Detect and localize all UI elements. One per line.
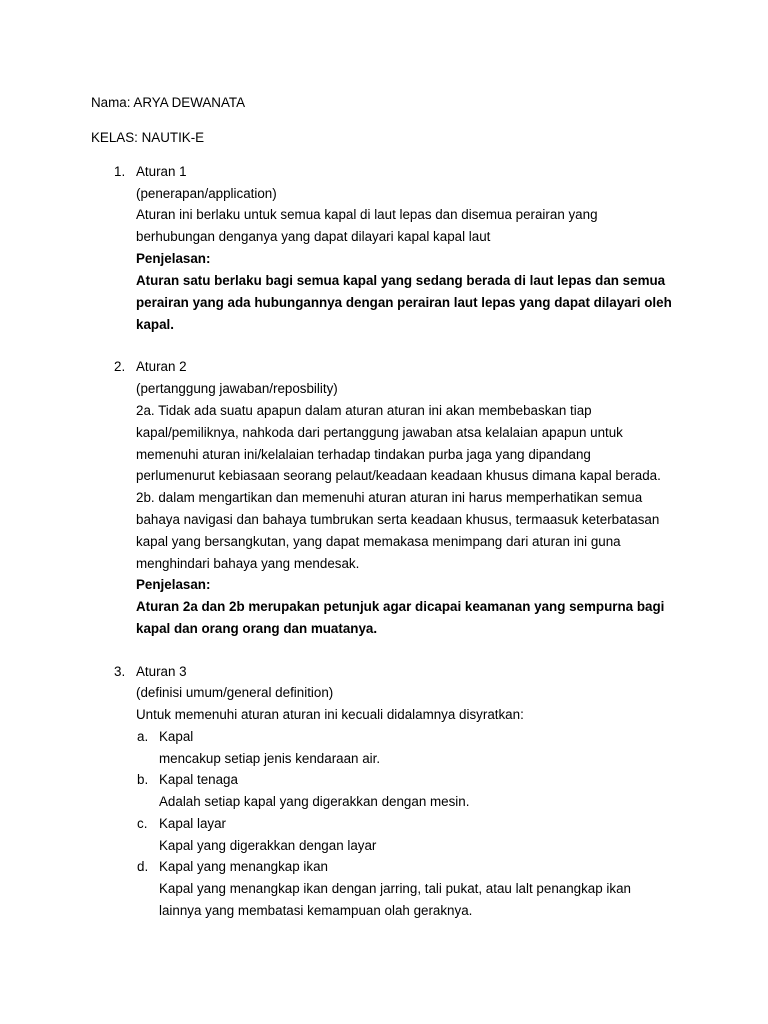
student-name: Nama: ARYA DEWANATA: [91, 95, 246, 110]
section-subtitle: (definisi umum/general definition): [136, 685, 334, 700]
item-term: Kapal tenaga: [159, 772, 238, 787]
section-title: Aturan 3: [136, 664, 187, 679]
item-term: Kapal: [159, 729, 194, 744]
section-number: 1.: [114, 164, 126, 179]
student-class: KELAS: NAUTIK-E: [91, 130, 205, 145]
body-line: 2a. Tidak ada suatu apapun dalam aturan aturan ini akan membebaskan tiap: [136, 403, 592, 418]
section-title: Aturan 2: [136, 359, 187, 374]
body-line: memenuhi aturan ini/kelalaian terhadap tindakan purba jaga yang dipandang: [136, 447, 591, 462]
explanation-line: perairan yang ada hubungannya dengan perairan laut lepas yang dapat dilayari oleh: [136, 295, 672, 310]
item-letter: a.: [137, 729, 149, 744]
explanation-line: kapal.: [136, 317, 174, 332]
item-desc: Kapal yang digerakkan dengan layar: [159, 838, 377, 853]
body-line: bahaya navigasi dan bahaya tumbrukan serta keadaan khusus, termaasuk keterbatasan: [136, 512, 660, 527]
body-line: menghindari bahaya yang mendesak.: [136, 556, 360, 571]
section-subtitle: (pertanggung jawaban/reposbility): [136, 381, 338, 396]
body-line: berhubungan denganya yang dapat dilayari kapal kapal laut: [136, 229, 491, 244]
item-letter: b.: [137, 772, 149, 787]
item-term: Kapal layar: [159, 816, 226, 831]
explanation-line: Aturan satu berlaku bagi semua kapal yang sedang berada di laut lepas dan semua: [136, 273, 666, 288]
section-intro: Untuk memenuhi aturan aturan ini kecuali didalamnya disyratkan:: [136, 707, 524, 722]
item-letter: d.: [137, 859, 149, 874]
item-term: Kapal yang menangkap ikan: [159, 859, 328, 874]
section-number: 3.: [114, 664, 126, 679]
body-line: kapal/pemiliknya, nahkoda dari pertanggung jawaban atsa kelalaian apapun untuk: [136, 425, 623, 440]
section-title: Aturan 1: [136, 164, 187, 179]
body-line: Aturan ini berlaku untuk semua kapal di laut lepas dan disemua perairan yang: [136, 207, 598, 222]
section-number: 2.: [114, 359, 126, 374]
explanation-label: Penjelasan:: [136, 577, 211, 592]
item-desc: mencakup setiap jenis kendaraan air.: [159, 751, 381, 766]
body-line: 2b. dalam mengartikan dan memenuhi aturan aturan ini harus memperhatikan semua: [136, 490, 643, 505]
item-desc: Adalah setiap kapal yang digerakkan dengan mesin.: [159, 794, 470, 809]
section-subtitle: (penerapan/application): [136, 186, 277, 201]
explanation-line: kapal dan orang orang dan muatanya.: [136, 621, 378, 636]
body-line: kapal yang bersangkutan, yang dapat memakasa menimpang dari aturan ini guna: [136, 534, 621, 549]
item-desc: Kapal yang menangkap ikan dengan jarring, tali pukat, atau lalt penangkap ikan: [159, 881, 631, 896]
body-line: perlumenurut kebiasaan seorang pelaut/keadaan keadaan khusus dimana kapal berada.: [136, 468, 661, 483]
item-desc: lainnya yang membatasi kemampuan olah geraknya.: [159, 903, 473, 918]
item-letter: c.: [137, 816, 148, 831]
explanation-label: Penjelasan:: [136, 251, 211, 266]
explanation-line: Aturan 2a dan 2b merupakan petunjuk agar dicapai keamanan yang sempurna bagi: [136, 599, 665, 614]
